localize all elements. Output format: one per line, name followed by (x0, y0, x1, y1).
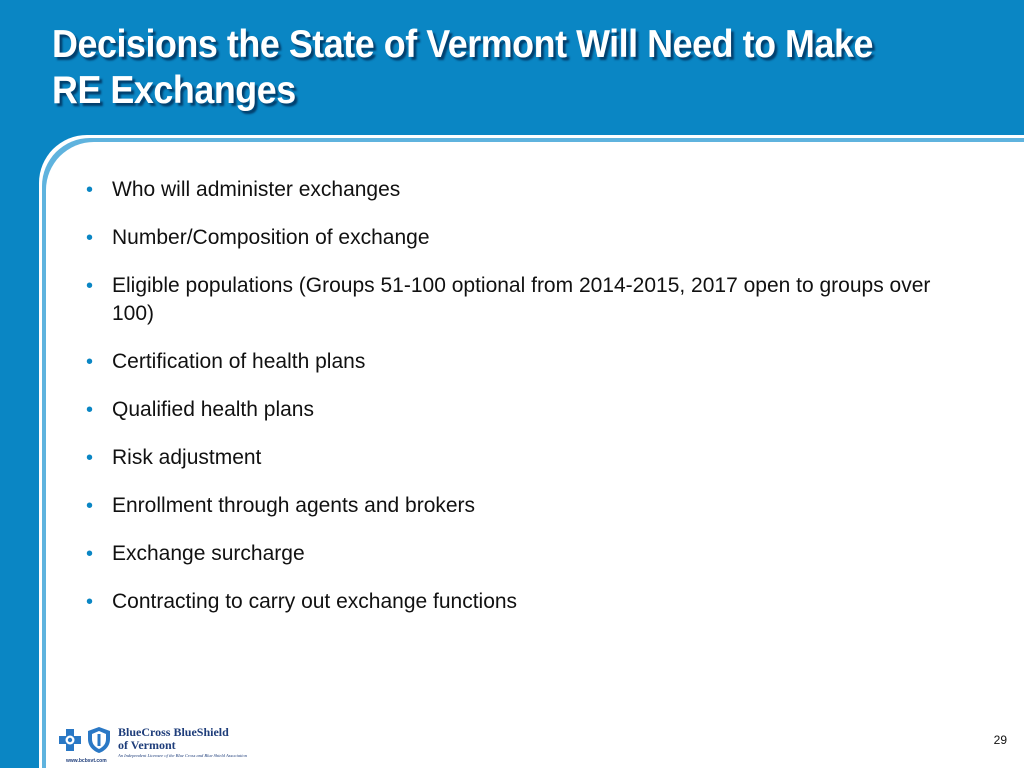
bcbs-logo (58, 724, 268, 766)
bullet-item (86, 492, 966, 520)
cross-icon (58, 728, 82, 752)
bullet-text: Contracting to carry out exchange functions (112, 590, 518, 613)
bullet-text: Certification of health plans (112, 350, 366, 373)
bullet-marker: • (86, 495, 94, 517)
bullet-marker: • (86, 399, 94, 421)
logo-name (118, 726, 229, 752)
bullet-marker: • (86, 179, 94, 201)
bullet-item (86, 348, 966, 376)
bullet-text: Who will administer exchanges (112, 178, 401, 201)
bullet-text: Enrollment through agents and brokers (112, 494, 476, 517)
bullet-marker: • (86, 275, 94, 297)
shield-icon (86, 726, 112, 754)
logo-name-line2: of Vermont (118, 738, 176, 752)
bullet-marker: • (86, 351, 94, 373)
logo-name-line1: BlueCross BlueShield (118, 725, 229, 739)
logo-url: www.bcbsvt.com (66, 758, 107, 764)
bullet-text: Qualified health plans (112, 398, 314, 421)
bullet-marker: • (86, 543, 94, 565)
page-number: 29 (993, 733, 1007, 747)
bullet-marker: • (86, 447, 94, 469)
bullet-text: Number/Composition of exchange (112, 226, 430, 249)
bullet-marker: • (86, 591, 94, 613)
bullet-text: Eligible populations (Groups 51-100 optional from 2014-2015, 2017 open to groups over 100) (112, 274, 931, 325)
bullet-item (86, 540, 966, 568)
slide-title: Decisions the State of Vermont Will Need to Make RE Exchanges (52, 23, 873, 112)
bullet-item (86, 588, 966, 616)
bullet-item (86, 444, 966, 472)
bullet-list (86, 176, 966, 636)
bullet-item (86, 272, 966, 328)
bullet-item (86, 396, 966, 424)
bullet-item (86, 224, 966, 252)
bullet-text: Exchange surcharge (112, 542, 305, 565)
bullet-marker: • (86, 227, 94, 249)
bullet-text: Risk adjustment (112, 446, 262, 469)
logo-tagline: An Independent Licensee of the Blue Cross and Blue Shield Association (118, 753, 247, 758)
bullet-item (86, 176, 966, 204)
